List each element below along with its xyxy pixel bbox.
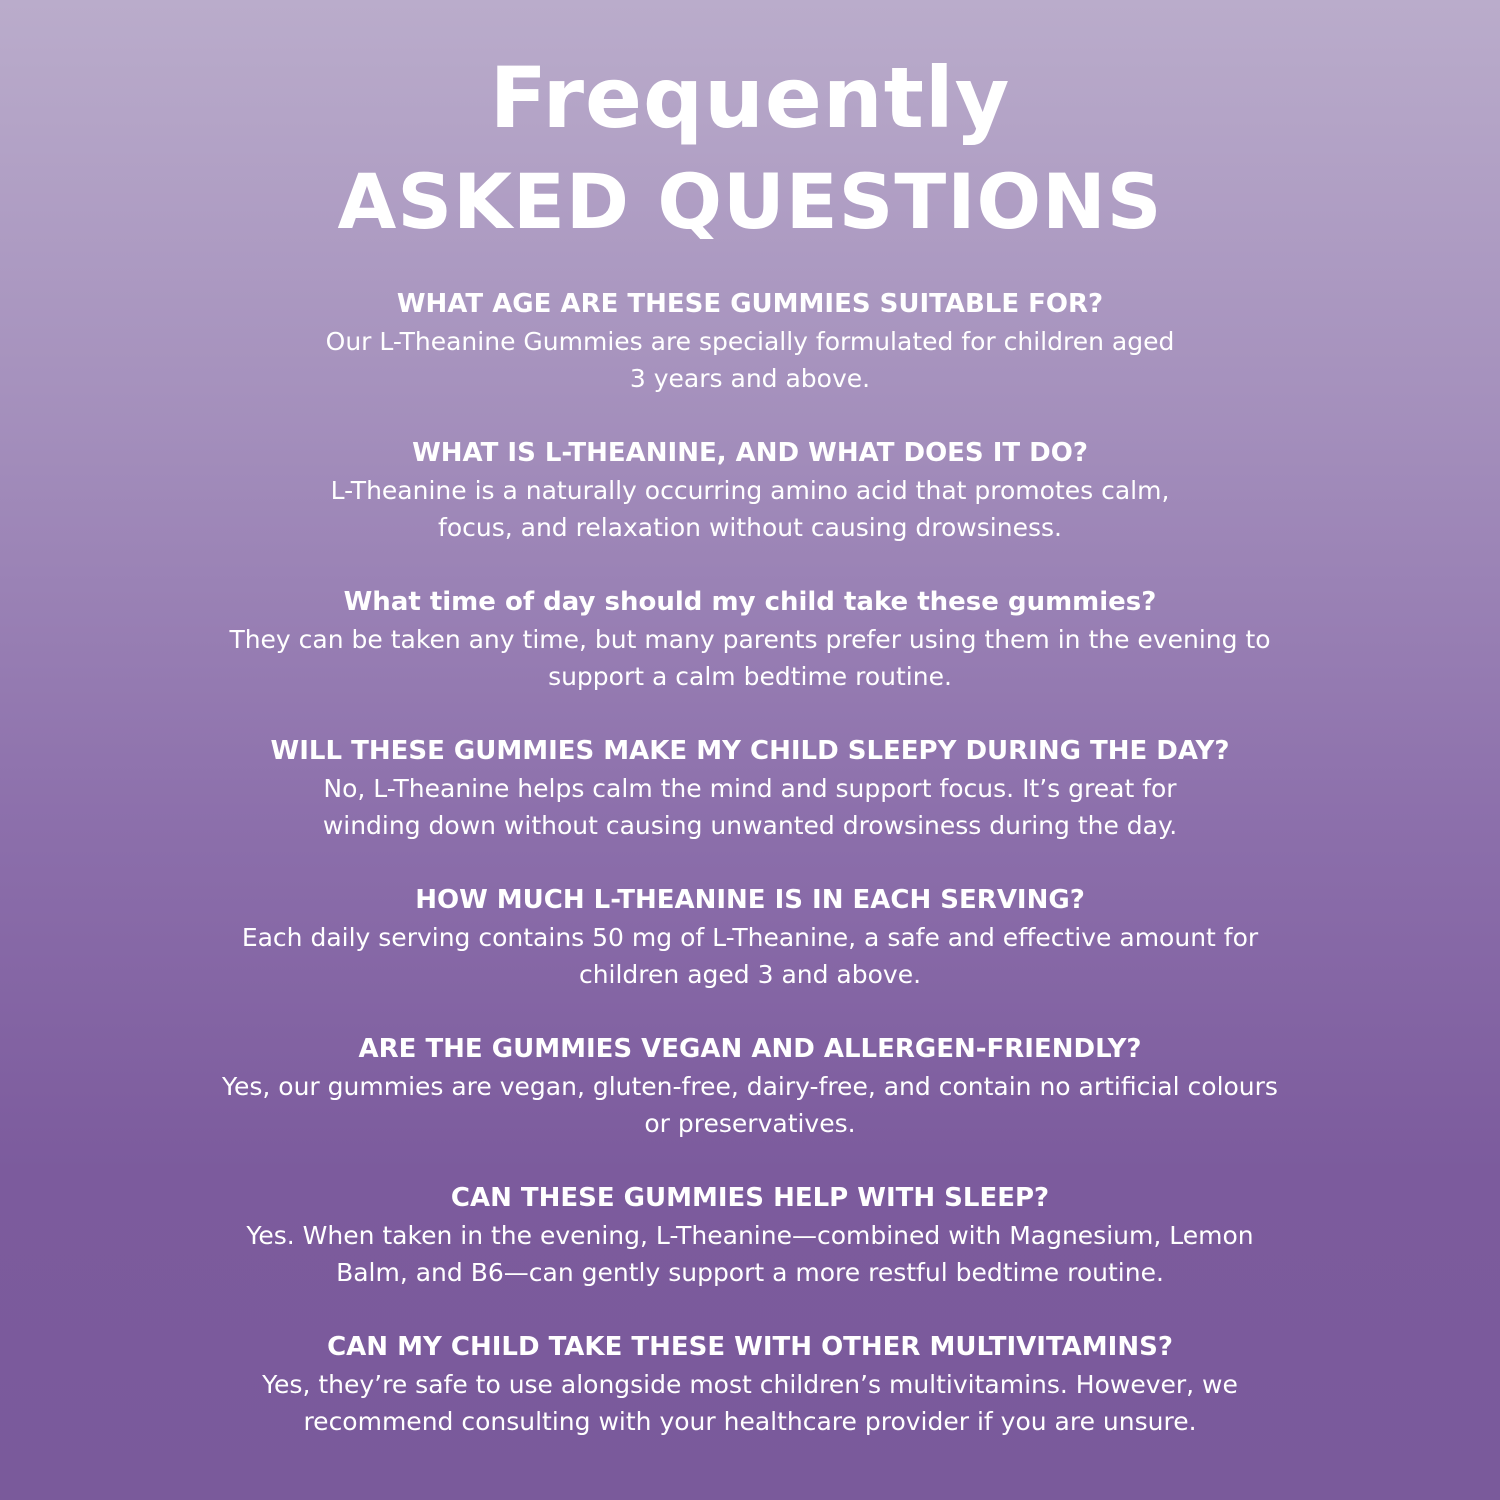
faq-item-what-is (0, 434, 1500, 583)
faq-item-age (0, 285, 1500, 434)
faq-question: WHAT IS L-THEANINE, AND WHAT DOES IT DO? (412, 438, 1088, 468)
faq-question: WILL THESE GUMMIES MAKE MY CHILD SLEEPY DURING THE DAY? (270, 736, 1230, 766)
faq-item-sleep (0, 1179, 1500, 1328)
faq-list (0, 285, 1500, 1477)
faq-answer: Each daily serving contains 50 mg of L-Theanine, a safe and effective amount for children aged 3 and above. (241, 923, 1259, 989)
faq-answer: L-Theanine is a naturally occurring amino acid that promotes calm, focus, and relaxation without causing drowsiness. (330, 476, 1170, 542)
faq-question: CAN THESE GUMMIES HELP WITH SLEEP? (450, 1183, 1050, 1213)
faq-item-time-of-day (0, 583, 1500, 732)
page-title-line1: Frequently (489, 49, 1011, 147)
faq-answer: They can be taken any time, but many parents prefer using them in the evening to support a calm bedtime routine. (229, 625, 1271, 691)
faq-answer: Our L-Theanine Gummies are specially formulated for children aged 3 years and above. (325, 327, 1175, 393)
faq-question: ARE THE GUMMIES VEGAN AND ALLERGEN-FRIENDLY? (358, 1034, 1142, 1064)
faq-item-serving (0, 881, 1500, 1030)
faq-question: HOW MUCH L-THEANINE IS IN EACH SERVING? (415, 885, 1085, 915)
faq-answer: Yes, they’re safe to use alongside most children’s multivitamins. However, we recommend consulting with your healthcare provider if you are unsure. (262, 1370, 1238, 1436)
faq-item-vegan (0, 1030, 1500, 1179)
faq-answer: Yes. When taken in the evening, L-Theanine—combined with Magnesium, Lemon Balm, and B6—can gently support a more restful bedtime routine. (246, 1221, 1254, 1287)
faq-question: CAN MY CHILD TAKE THESE WITH OTHER MULTIVITAMINS? (327, 1332, 1173, 1362)
faq-answer: Yes, our gummies are vegan, gluten-free, dairy-free, and contain no artificial colours or preservatives. (222, 1072, 1278, 1138)
faq-question: What time of day should my child take these gummies? (343, 587, 1157, 617)
faq-item-multivitamins (0, 1328, 1500, 1477)
faq-question: WHAT AGE ARE THESE GUMMIES SUITABLE FOR? (396, 289, 1104, 319)
faq-answer: No, L-Theanine helps calm the mind and support focus. It’s great for winding down without causing unwanted drowsiness during the day. (322, 774, 1178, 840)
page-title-line2: ASKED QUESTIONS (337, 157, 1163, 246)
faq-item-sleepy (0, 732, 1500, 881)
